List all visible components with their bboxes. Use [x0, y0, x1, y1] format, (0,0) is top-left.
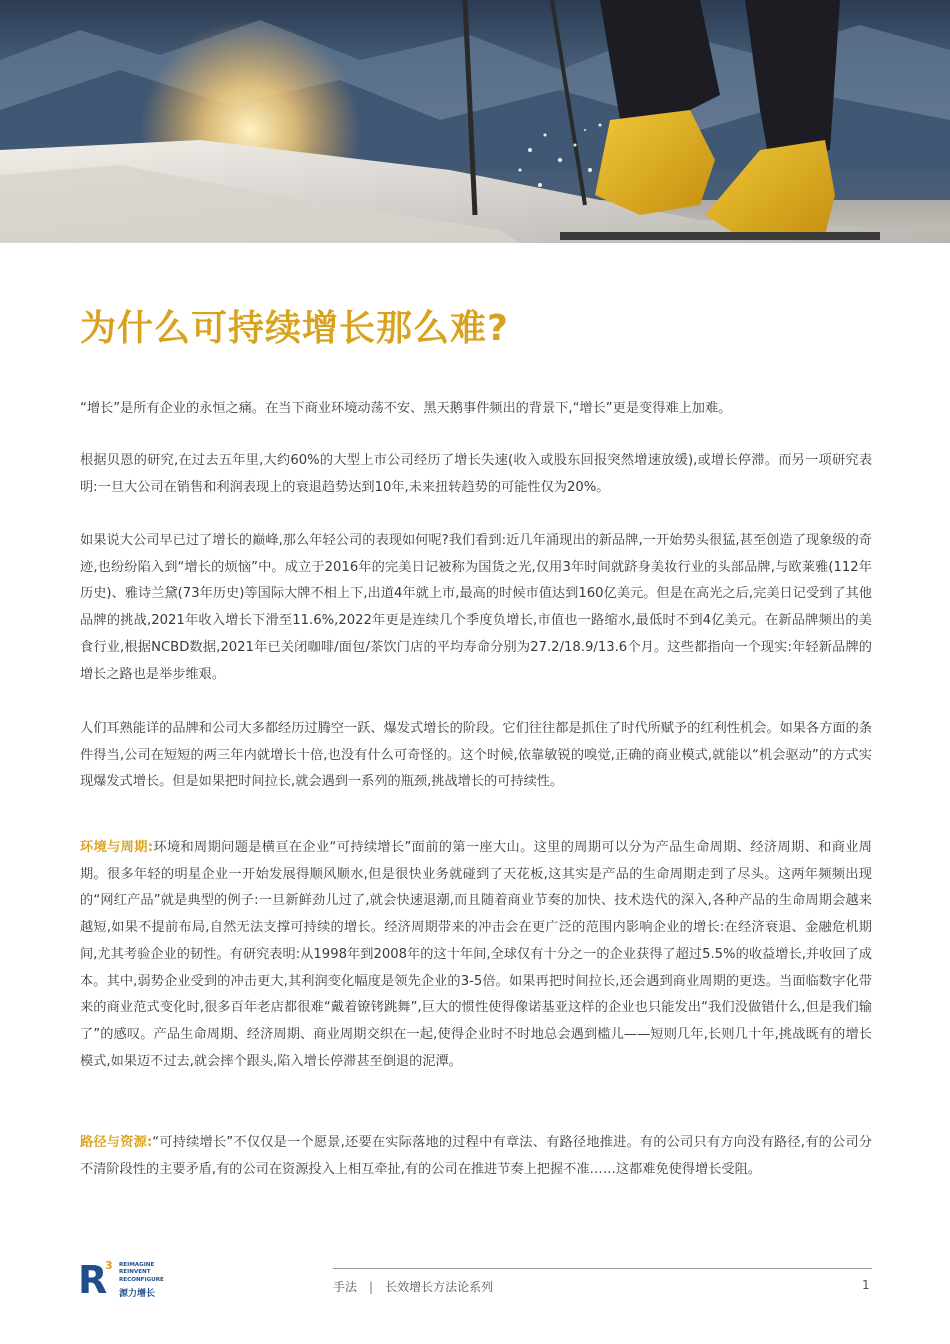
logo-line-reinvent: REINVENT — [119, 1269, 151, 1276]
paragraph-research: 根据贝恩的研究,在过去五年里,大约60%的大型上市公司经历了增长失速(收入或股东回报突然增速放缓),或增长停滞。而另一项研究表明:一旦大公司在销售和利润表现上的衰退趋势达到10年,未来扭转趋势的可能性仅为20%。 — [80, 453, 872, 495]
section-path-resources — [80, 1130, 872, 1183]
section-text: “可持续增长”不仅仅是一个愿景,还要在实际落地的过程中有章法、有路径地推进。有的公司只有方向没有路径,有的公司分不清阶段性的主要矛盾,有的公司在资源投入上相互牵扯,有的公司在推进节奏上把握不准……这都难免使得增长受阻。 — [80, 1135, 872, 1177]
section-label: 环境与周期: — [80, 840, 154, 855]
footer-series: 长效增长方法论系列 — [385, 1280, 494, 1294]
footer-section: 手法 — [333, 1280, 358, 1294]
paragraph-young-companies: 如果说大公司早已过了增长的巅峰,那么年轻公司的表现如何呢?我们看到:近几年涌现出的新品牌,一开始势头很猛,甚至创造了现象级的奇迹,也纷纷陷入到“增长的烦恼”中。成立于2016年的完美日记被称为国货之光,仅用3年时间就跻身美妆行业的头部品牌,与欧莱雅(112年历史)、雅诗兰黛(73年历史)等国际大牌不相上下,出道4年就上市,最高的时候市值达到160亿美元。但是在高光之后,完美日记受到了其他品牌的挑战,2021年收入增长下滑至11.6%,2022年更是连续几个季度负增长,市值也一路缩水,最低时不到4亿美元。在新品牌频出的美食行业,根据NCBD数据,2021年已关闭咖啡/面包/茶饮门店的平均寿命分别为27.2/18.9/13.6个月。这些都指向一个现实:年轻新品牌的增长之路也是举步维艰。 — [80, 533, 872, 682]
page-title: 为什么可持续增长那么难? — [80, 308, 509, 349]
hero-illustration — [0, 0, 950, 243]
boot-left — [595, 110, 715, 215]
page-number: 1 — [862, 1278, 870, 1292]
logo-line-reconfigure: RECONFIGURE — [119, 1276, 164, 1283]
hero-image — [0, 0, 950, 243]
logo-superscript: 3 — [105, 1259, 113, 1272]
section-label: 路径与资源: — [80, 1135, 153, 1150]
brand-logo — [78, 1258, 188, 1302]
footer-separator: | — [369, 1280, 374, 1294]
logo-chinese-name: 源力增长 — [119, 1289, 156, 1299]
section-text: 环境和周期问题是横亘在企业“可持续增长”面前的第一座大山。这里的周期可以分为产品生命周期、经济周期、和商业周期。很多年轻的明星企业一开始发展得顺风顺水,但是很快业务就碰到了天花板,这其实是产品的生命周期走到了尽头。这两年频频出现的“网红产品”就是典型的例子:一旦新鲜劲儿过了,就会快速退潮,而且随着商业节奏的加快、技术迭代的深入,各种产品的生命周期会越来越短,如果不提前布局,自然无法支撑可持续的增长。经济周期带来的冲击会在更广泛的范围内影响企业的增长:在经济衰退、金融危机期间,尤其考验企业的韧性。有研究表明:从1998年到2008年的这十年间,全球仅有十分之一的企业获得了超过5.5%的收益增长,并收回了成本。其中,弱势企业受到的冲击更大,其利润变化幅度是领先企业的3-5倍。如果再把时间拉长,还会遇到商业周期的更迭。当面临数字化带来的商业范式变化时,很多百年老店都很难“戴着镣铐跳舞”,巨大的惯性使得像诺基亚这样的企业也只能发出“我们没做错什么,但是我们输了”的感叹。产品生命周期、经济周期、商业周期交织在一起,使得企业时不时地总会遇到槛儿——短则几年,长则几十年,挑战既有的增长模式,如果迈不过去,就会摔个跟头,陷入增长停滞甚至倒退的泥潭。 — [80, 840, 872, 1069]
logo-mark: R — [78, 1258, 108, 1302]
logo-tagline — [119, 1262, 164, 1284]
paragraph-explosive-growth: 人们耳熟能详的品牌和公司大多都经历过腾空一跃、爆发式增长的阶段。它们往往都是抓住了时代所赋予的红利性机会。如果各方面的条件得当,公司在短短的两三年内就增长十倍,也没有什么可奇怪的。这个时候,依靠敏锐的嗅觉,正确的商业模式,就能以“机会驱动”的方式实现爆发式增长。但是如果把时间拉长,就会遇到一系列的瓶颈,挑战增长的可持续性。 — [80, 721, 872, 790]
footer-divider — [333, 1268, 872, 1269]
footer-breadcrumb — [333, 1278, 493, 1295]
paragraph-intro: “增长”是所有企业的永恒之痛。在当下商业环境动荡不安、黑天鹅事件频出的背景下,“增长”更是变得难上加难。 — [80, 401, 732, 416]
logo-line-reimagine: REIMAGINE — [119, 1262, 155, 1268]
section-environment-cycle — [80, 835, 872, 1075]
ski — [560, 232, 880, 240]
